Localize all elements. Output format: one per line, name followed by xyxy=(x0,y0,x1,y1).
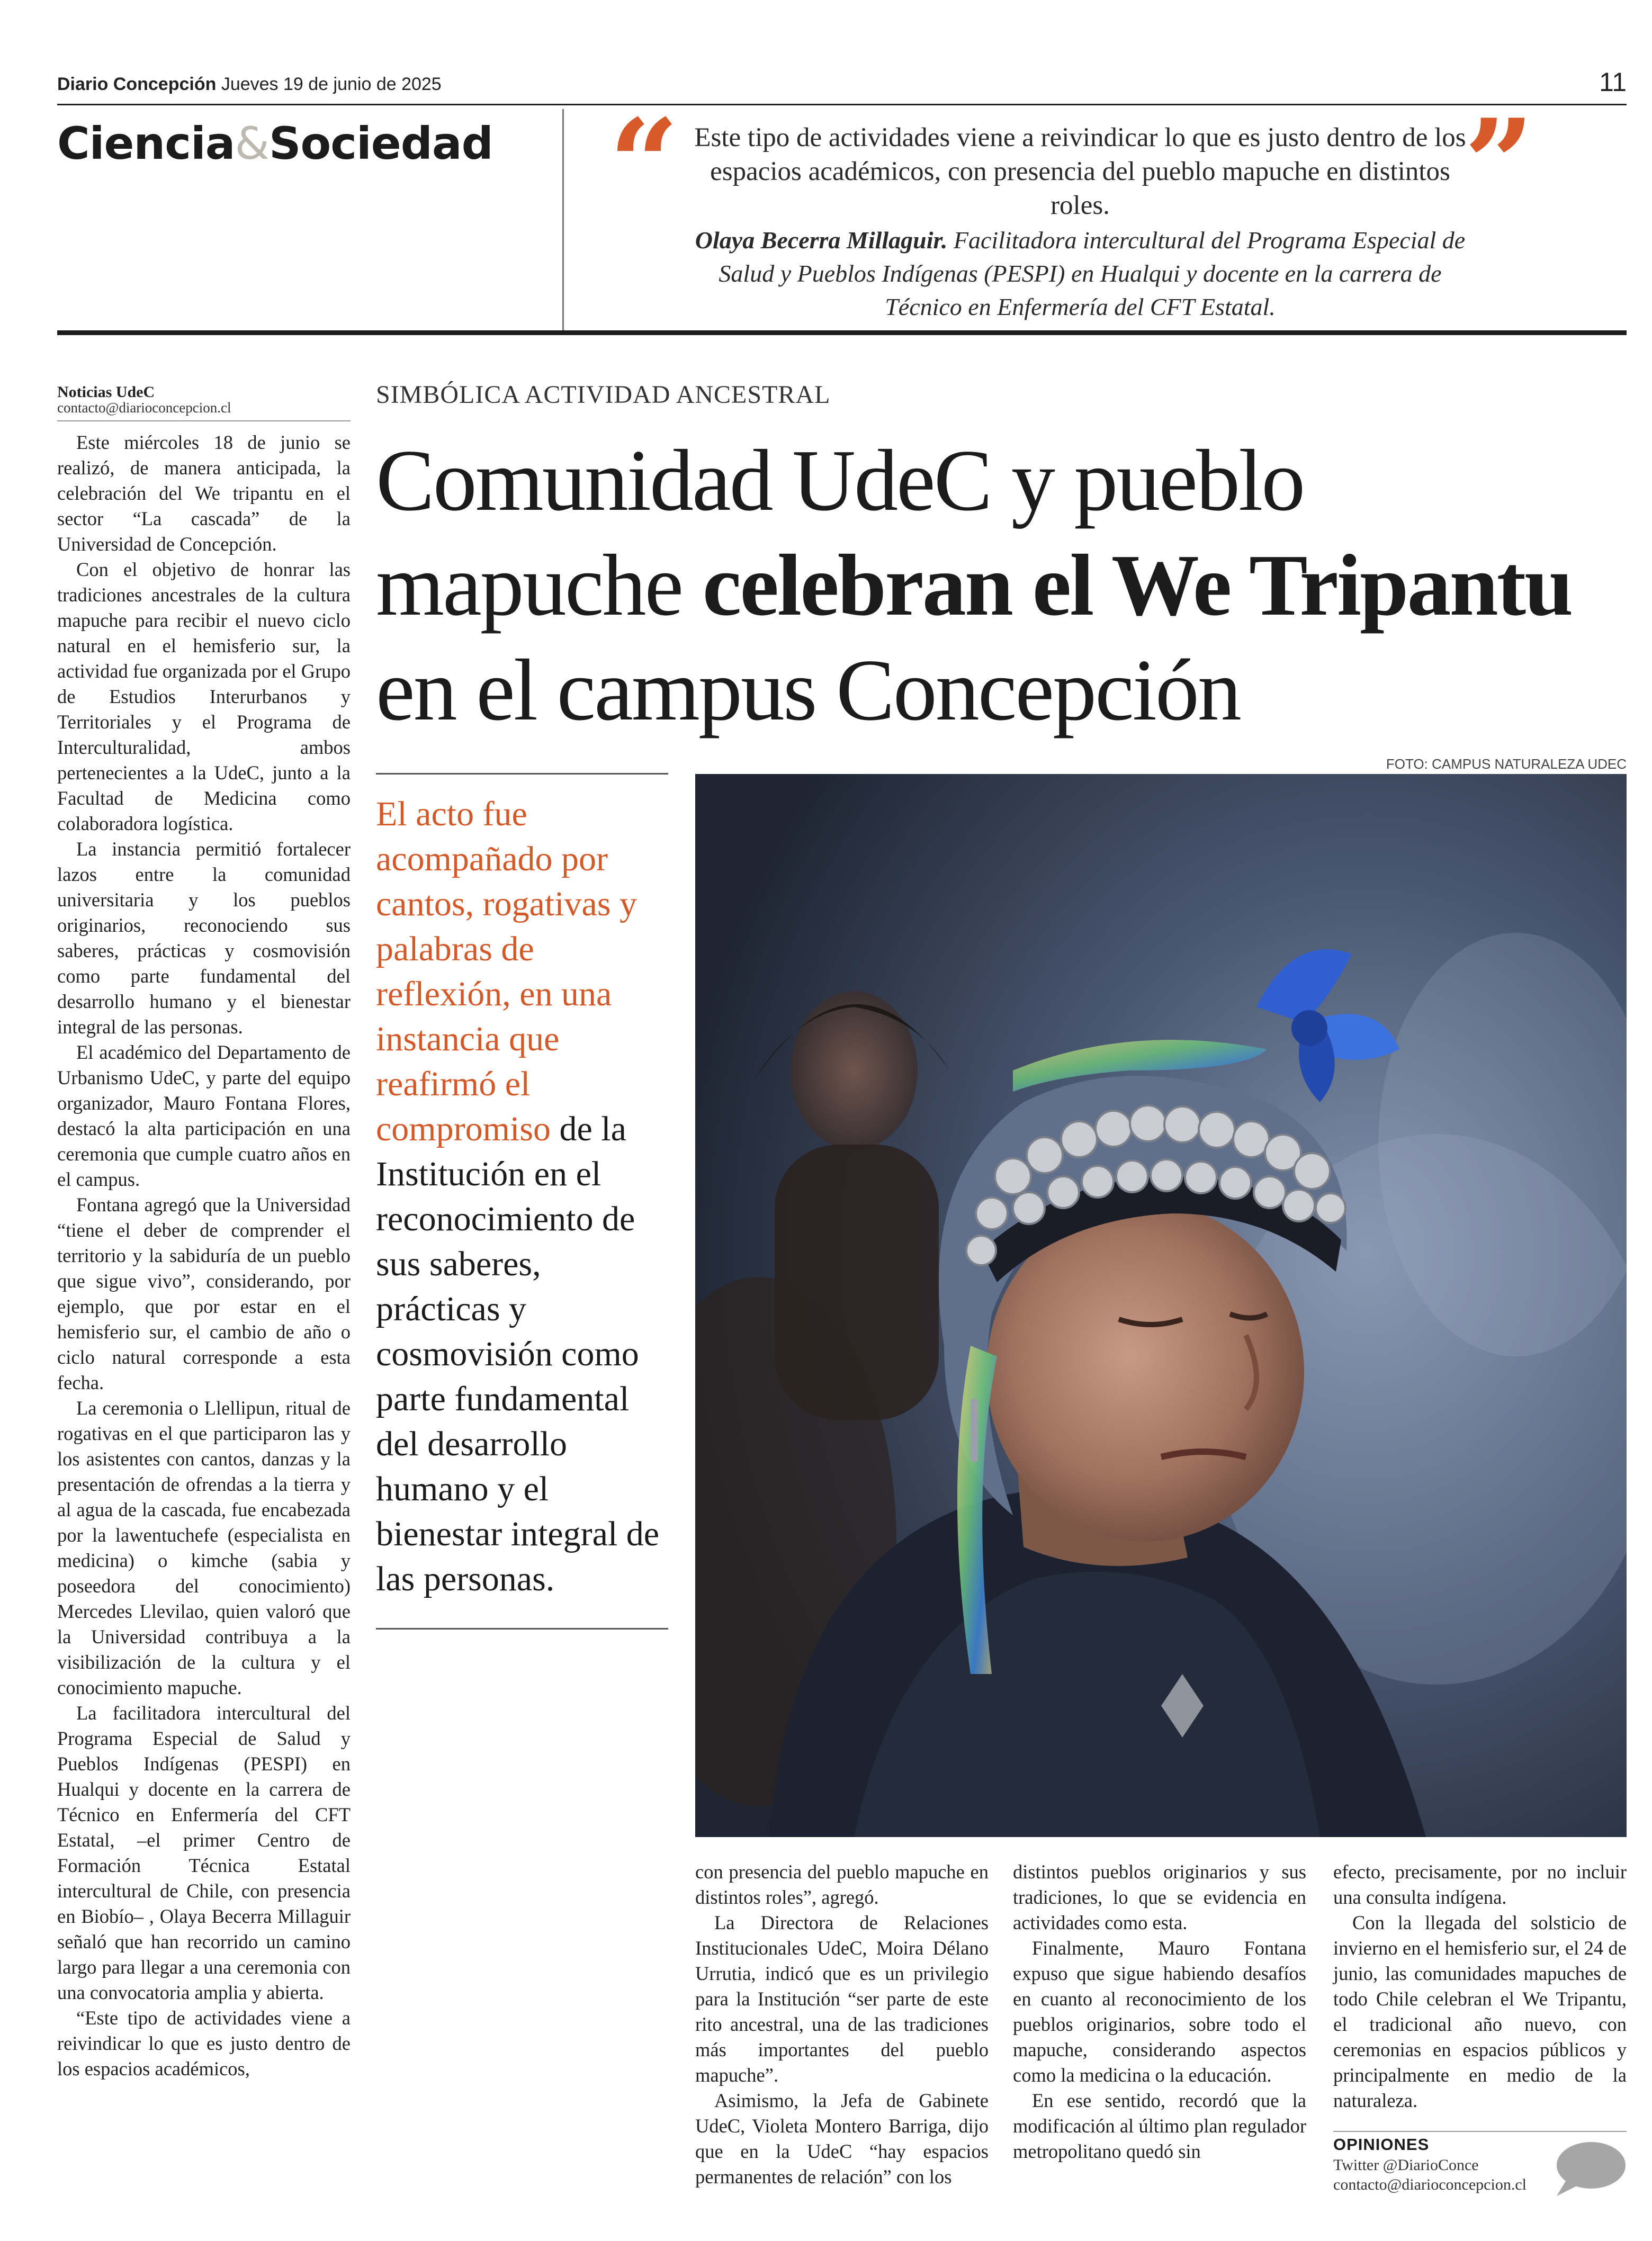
masthead xyxy=(57,74,442,95)
opinions-twitter[interactable]: Twitter @DiarioConce xyxy=(1333,2156,1479,2174)
byline-rule xyxy=(57,420,351,421)
paragraph: distintos pueblos originarios y sus tradiciones, lo que se evidencia en actividades como esta. xyxy=(1013,1861,1306,1933)
speech-bubble-icon xyxy=(1551,2139,1627,2198)
headline-line-2: mapuche xyxy=(376,536,703,634)
paper-name: Diario Concepción xyxy=(57,74,217,94)
article-column-4 xyxy=(1333,1859,1627,2113)
paragraph: Fontana agregó que la Universidad “tiene el deber de comprender el territorio y la sabiduría de un pueblo que sigue vivo”, considerando, por ejemplo, que por estar en el hemisferio sur, el cambio de año o ciclo natural corresponde a esta fecha. xyxy=(57,1194,351,1393)
section-title-part1: Ciencia xyxy=(57,118,235,169)
paragraph: La facilitadora intercultural del Programa Especial de Salud y Pueblos Indígenas (PESPI) en Hualqui y docente en la carrera de Técnico en Enfermería del CFT Estatal, –el primer Centro de Formación Técnica Estatal intercultural de Chile, con presencia en Biobío– , Olaya Becerra Millaguir señaló que han recorrido un camino largo para llegar a una ceremonia con una convocatoria amplia y abierta. xyxy=(57,1702,351,2003)
header-rule xyxy=(57,104,1627,105)
article-column-3 xyxy=(1013,1859,1306,2164)
opinions-email[interactable]: contacto@diarioconcepcion.cl xyxy=(1333,2176,1527,2193)
highlight-rest: de la Institución en el reconocimiento de sus saberes, prácticas y cosmovisión como parte fundamental del desarrollo humano y el bienestar integral de las personas. xyxy=(376,1110,660,1598)
header-bottom-rule xyxy=(57,330,1627,335)
quote-author-role: Facilitadora intercultural del Programa Especial de Salud y Pueblos Indígenas (PESPI) en Hualqui y docente en la carrera de Técnico en Enfermería del CFT Estatal. xyxy=(719,227,1466,320)
paragraph: “Este tipo de actividades viene a reivindicar lo que es justo dentro de los espacios académicos, xyxy=(57,2007,351,2080)
paragraph: Con el objetivo de honrar las tradiciones ancestrales de la cultura mapuche para recibir el nuevo ciclo natural en el hemisferio sur, la actividad fue organizada por el Grupo de Estudios Interurbanos y Territoriales y el Programa de Interculturalidad, ambos pertenecientes a la UdeC, junto a la Facultad de Medicina como colaboradora logística. xyxy=(57,559,351,834)
article-photo xyxy=(695,774,1627,1837)
article-kicker: SIMBÓLICA ACTIVIDAD ANCESTRAL xyxy=(376,381,831,409)
section-title-amp: & xyxy=(235,118,269,169)
issue-date: Jueves 19 de junio de 2025 xyxy=(221,74,442,94)
headline-line-1: Comunidad UdeC y pueblo xyxy=(376,431,1304,529)
highlight-rule-top xyxy=(376,773,668,775)
article-headline xyxy=(376,428,1631,742)
paragraph: Finalmente, Mauro Fontana expuso que sigue habiendo desafíos en cuanto al reconocimiento de los pueblos originarios, sobre todo el mapuche, considerando aspectos como la medicina o la educación. xyxy=(1013,1937,1306,2086)
paragraph: Asimismo, la Jefa de Gabinete UdeC, Violeta Montero Barriga, dijo que en la UdeC “hay espacios permanentes de relación” con los xyxy=(695,2090,989,2188)
paragraph: Este miércoles 18 de junio se realizó, de manera anticipada, la celebración del We tripantu en el sector “La cascada” de la Universidad de Concepción. xyxy=(57,431,351,555)
article-highlight xyxy=(376,791,672,1601)
paragraph: La instancia permitió fortalecer lazos entre la comunidad universitaria y los pueblos originarios, reconociendo sus saberes, prácticas y cosmovisión como parte fundamental del desarrollo humano y el bienestar integral de las personas. xyxy=(57,838,351,1038)
byline-email[interactable]: contacto@diarioconcepcion.cl xyxy=(57,400,231,416)
paragraph: efecto, precisamente, por no incluir una consulta indígena. xyxy=(1333,1861,1627,1908)
section-title xyxy=(57,118,493,169)
paragraph: La Directora de Relaciones Institucionales UdeC, Moira Délano Urrutia, indicó que es un privilegio para la Institución “ser parte de este rito ancestral, una de las tradiciones más importantes del pueblo mapuche”. xyxy=(695,1912,989,2086)
photo-illustration xyxy=(695,774,1627,1837)
open-quote-icon: “ xyxy=(609,93,679,236)
paragraph: con presencia del pueblo mapuche en distintos roles”, agregó. xyxy=(695,1861,989,1908)
close-quote-icon: ” xyxy=(1464,93,1534,236)
article-column-2 xyxy=(695,1859,989,2190)
pull-quote: Este tipo de actividades viene a reivindicar lo que es justo dentro de los espacios académicos, con presencia del pueblo mapuche en distintos roles. xyxy=(694,123,1466,220)
paragraph: En ese sentido, recordó que la modificación al último plan regulador metropolitano quedó sin xyxy=(1013,2090,1306,2162)
paragraph: El académico del Departamento de Urbanismo UdeC, y parte del equipo organizador, Mauro Fontana Flores, destacó la alta participación en una ceremonia que cumple cuatro años en el campus. xyxy=(57,1041,351,1190)
page-number: 11 xyxy=(1599,67,1627,97)
photo-credit: FOTO: CAMPUS NATURALEZA UDEC xyxy=(1386,756,1627,772)
quote-author: Olaya Becerra Millaguir. xyxy=(695,227,948,254)
highlight-emphasis: El acto fue acompañado por cantos, rogativas y palabras de reflexión, en una instancia que reafirmó el compromiso xyxy=(376,795,638,1148)
opinions-rule xyxy=(1333,2131,1627,2132)
article-column-1 xyxy=(57,430,351,2082)
opinions-title: OPINIONES xyxy=(1333,2135,1430,2154)
section-divider xyxy=(562,109,564,330)
quote-attribution xyxy=(683,223,1477,323)
byline-name: Noticias UdeC xyxy=(57,383,155,401)
paragraph: La ceremonia o Llellipun, ritual de rogativas en el que participaron las y los asistentes con cantos, danzas y la presentación de ofrendas a la tierra y al agua de la cascada, fue encabezada por la lawentuchefe (especialista en medicina) o kimche (sabia y poseedora del conocimiento) Mercedes Llevilao, quien valoró que la Universidad contribuya a la visibilización de la cultura y el conocimiento mapuche. xyxy=(57,1397,351,1698)
paragraph: Con la llegada del solsticio de invierno en el hemisferio sur, el 24 de junio, las comunidades mapuches de todo Chile celebran el We Tripantu, el tradicional año nuevo, con ceremonias en espacios públicos y principalmente en medio de la naturaleza. xyxy=(1333,1912,1627,2111)
section-title-part2: Sociedad xyxy=(269,118,493,169)
highlight-rule-bottom xyxy=(376,1628,668,1630)
headline-line-2-bold: celebran el We Tripantu xyxy=(702,536,1572,634)
headline-line-3: en el campus Concepción xyxy=(376,641,1240,739)
